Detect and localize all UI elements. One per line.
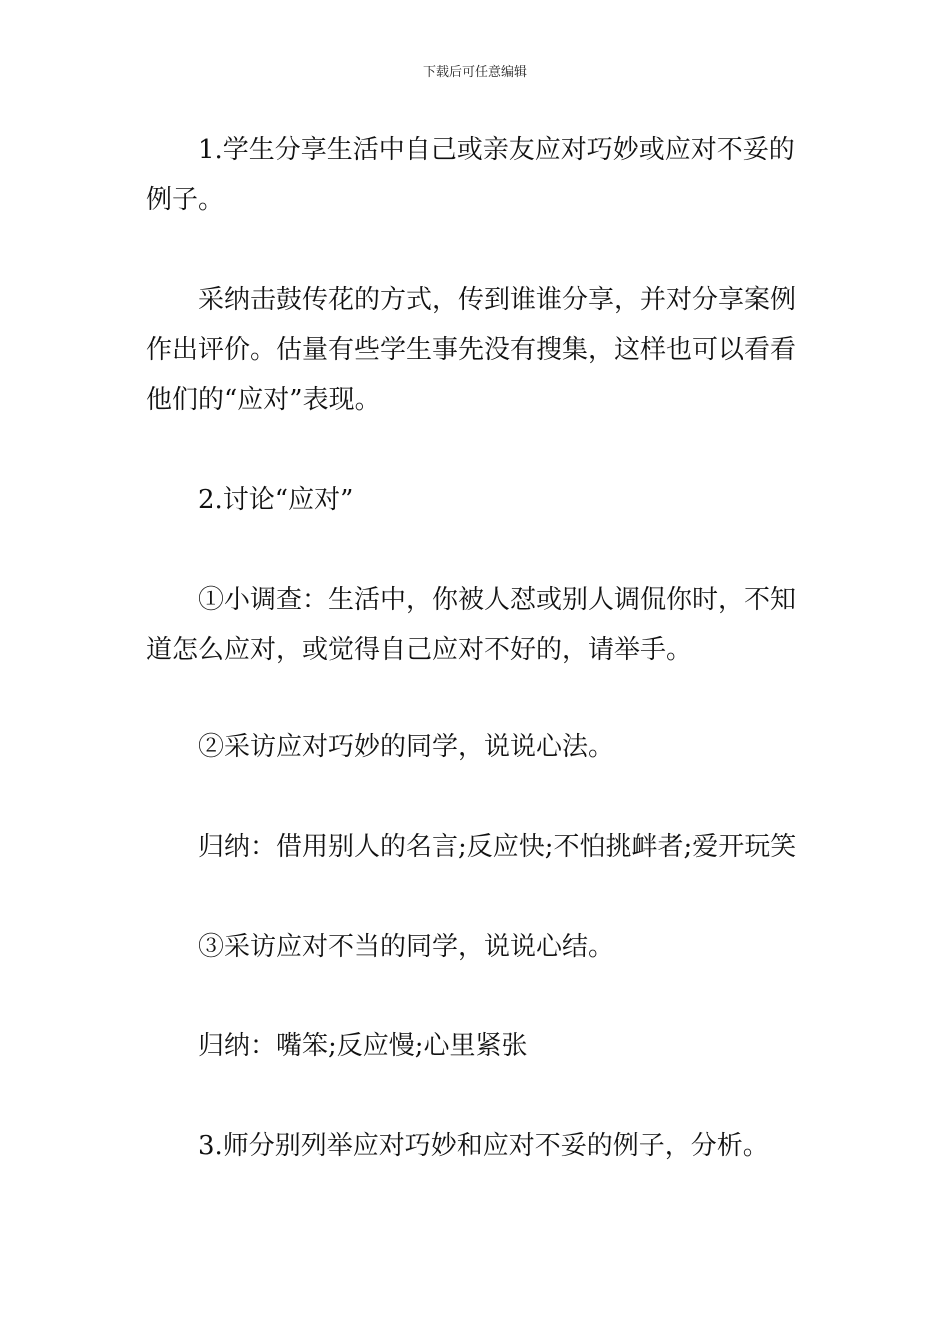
paragraph-summary-good: 归纳：借用别人的名言;反应快;不怕挑衅者;爱开玩笑 bbox=[198, 832, 797, 862]
paragraph-teacher-examples: 3.师分别列举应对巧妙和应对不妥的例子，分析。 bbox=[198, 1131, 769, 1161]
paragraph-summary-bad: 归纳：嘴笨;反应慢;心里紧张 bbox=[198, 1031, 528, 1061]
paragraph-discussion-heading: 2.讨论“应对” bbox=[198, 485, 354, 515]
paragraph-interview-bad: ③采访应对不当的同学，说说心结。 bbox=[198, 932, 615, 962]
paragraph-share-examples: 1.学生分享生活中自己或亲友应对巧妙或应对不妥的例子。 bbox=[146, 135, 795, 215]
paragraph-pass-flower: 采纳击鼓传花的方式，传到谁谁分享，并对分享案例作出评价。估量有些学生事先没有搜集，这样也可以看看他们的“应对”表现。 bbox=[146, 285, 797, 415]
paragraph-interview-good: ②采访应对巧妙的同学，说说心法。 bbox=[198, 732, 615, 762]
paragraph-survey: ①小调查：生活中，你被人怼或别人调侃你时，不知道怎么应对，或觉得自己应对不好的，请举手。 bbox=[146, 585, 797, 665]
page-header: 下载后可任意编辑 bbox=[422, 65, 527, 80]
